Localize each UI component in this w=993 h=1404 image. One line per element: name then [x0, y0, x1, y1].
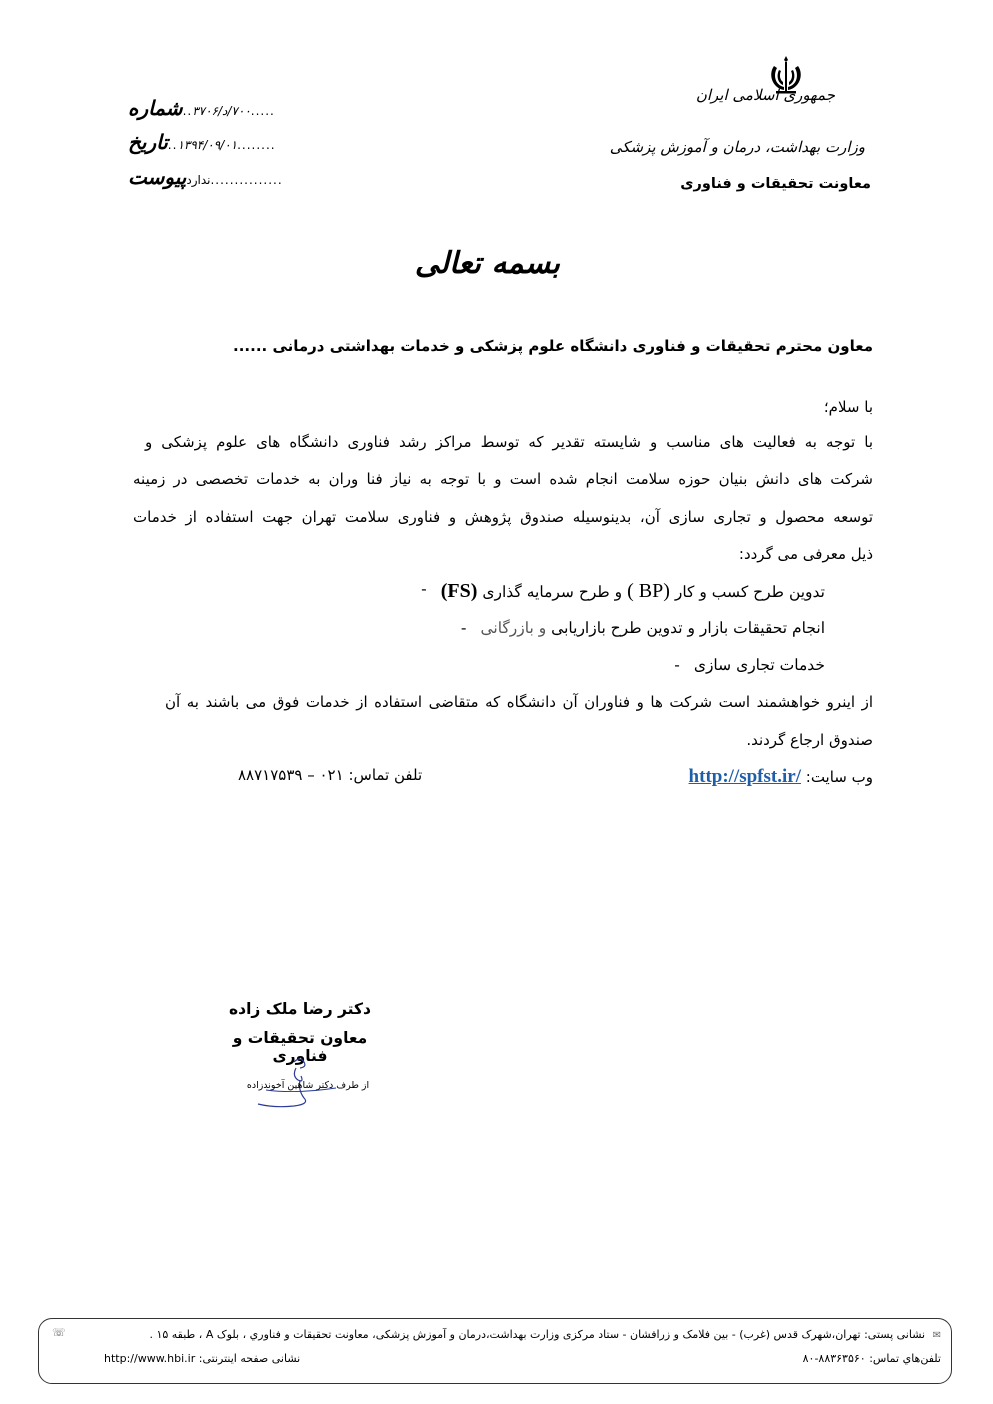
reference-number: شماره .. ۷۰۰/د/۳۷۰۶ ..... — [128, 96, 275, 120]
paragraph-line: شرکت های دانش بنیان حوزه سلامت انجام شده است و با توجه به نیاز فنا وران به خدمات تخصصی در زمینه — [133, 470, 873, 488]
list-item-text: تدوین طرح کسب و کار — [674, 583, 825, 601]
country-name: جمهوری اسلامی ایران — [695, 86, 835, 104]
footer-phones — [803, 1352, 941, 1365]
addressee-line: معاون محترم تحقیقات و فناوری دانشگاه علوم پزشکی و خدمات بهداشتی درمانی ...... — [233, 337, 873, 355]
footer-address-value: تهران،شهرک قدس (غرب) - بین فلامک و زرافشان - ستاد مرکزی وزارت بهداشت،درمان و آموزش پزشکی، معاونت تحقیقات و فناوري ، بلوک A ، طبقه ۱۵ . — [149, 1328, 861, 1341]
reference-date-label: تاریخ — [128, 130, 168, 154]
list-item — [674, 656, 825, 674]
abbreviation-bp: (BP ) — [627, 580, 670, 602]
abbreviation-fs: (FS) — [440, 580, 478, 602]
list-item-text: انجام تحقیقات بازار و تدوین طرح بازاریابی — [551, 619, 825, 637]
website-label: وب سایت: — [805, 768, 873, 786]
phone-label: تلفن تماس: — [348, 766, 423, 784]
footer-phones-label: تلفن‌هاي تماس: — [869, 1352, 941, 1365]
reference-attachment: پیوست ندارد ............... — [128, 165, 283, 189]
department-title: معاونت تحقیقات و فناوری — [680, 176, 871, 192]
list-item — [421, 580, 825, 603]
footer-address-label: نشانی پستی: — [864, 1328, 926, 1341]
list-item-text: و طرح سرمایه گذاری — [482, 583, 623, 601]
reference-attachment-label: پیوست — [128, 165, 187, 189]
reference-date-value: ۱۳۹۴/۰۹/۰۱ — [177, 138, 238, 152]
paragraph-line: صندوق ارجاع گردند. — [746, 731, 873, 749]
phone-value: ۰۲۱ – ۸۸۷۱۷۵۳۹ — [238, 766, 344, 784]
signatory-name: دکتر رضا ملک زاده — [229, 1000, 371, 1018]
reference-number-value: ۷۰۰/د/۳۷۰۶ — [192, 104, 251, 118]
reference-number-label: شماره — [128, 96, 183, 120]
list-item — [461, 619, 825, 637]
ministry-name: وزارت بهداشت، درمان و آموزش پزشکی — [609, 138, 865, 156]
reference-date: تاریخ .. ۱۳۹۴/۰۹/۰۱ ........ — [128, 130, 276, 154]
phone-contact — [238, 766, 422, 784]
website-link[interactable]: http://spfst.ir/ — [688, 766, 801, 787]
list-dash: - — [460, 619, 467, 637]
website-contact — [689, 766, 873, 788]
paragraph-line: با توجه به فعالیت های مناسب و شایسته تقدیر که توسط مراکز رشد فناوری دانشگاه های علوم پزشکی و — [145, 433, 873, 451]
bismillah-heading: بسمه تعالی — [414, 246, 560, 281]
on-behalf-note: از طرف دکتر شاهین آخوندزاده — [246, 1080, 370, 1091]
paragraph-line: توسعه محصول و تجاری سازی آن، بدینوسیله صندوق پژوهش و فناوری سلامت تهران جهت استفاده از خدمات — [133, 508, 873, 526]
footer-phones-value: ۸۸۳۶۳۵۶۰-۸۰ — [802, 1352, 866, 1365]
footer-website — [104, 1352, 300, 1365]
list-item-text: خدمات تجاری سازی — [693, 656, 825, 674]
reference-attachment-value: ندارد — [186, 173, 211, 187]
paragraph-line: از اینرو خواهشمند است شرکت ها و فناوران آن دانشگاه که متقاضی استفاده از خدمات فوق می باشند به آن — [165, 693, 873, 711]
envelope-icon: ✉ — [932, 1330, 941, 1341]
list-dash: - — [674, 656, 680, 674]
signatory-title: معاون تحقیقات و فناوری — [232, 1029, 368, 1065]
telephone-icon: ☏ — [52, 1326, 66, 1339]
footer-address — [149, 1328, 941, 1341]
list-item-text: و بازرگانی — [480, 619, 547, 637]
list-dash: - — [421, 580, 427, 598]
paragraph-line: ذیل معرفی می گردد: — [738, 545, 873, 563]
footer-web-label: نشانی صفحه اینترنتی: — [198, 1352, 301, 1365]
footer-web-link[interactable]: http://www.hbi.ir — [104, 1352, 196, 1365]
greeting: با سلام؛ — [823, 398, 873, 416]
